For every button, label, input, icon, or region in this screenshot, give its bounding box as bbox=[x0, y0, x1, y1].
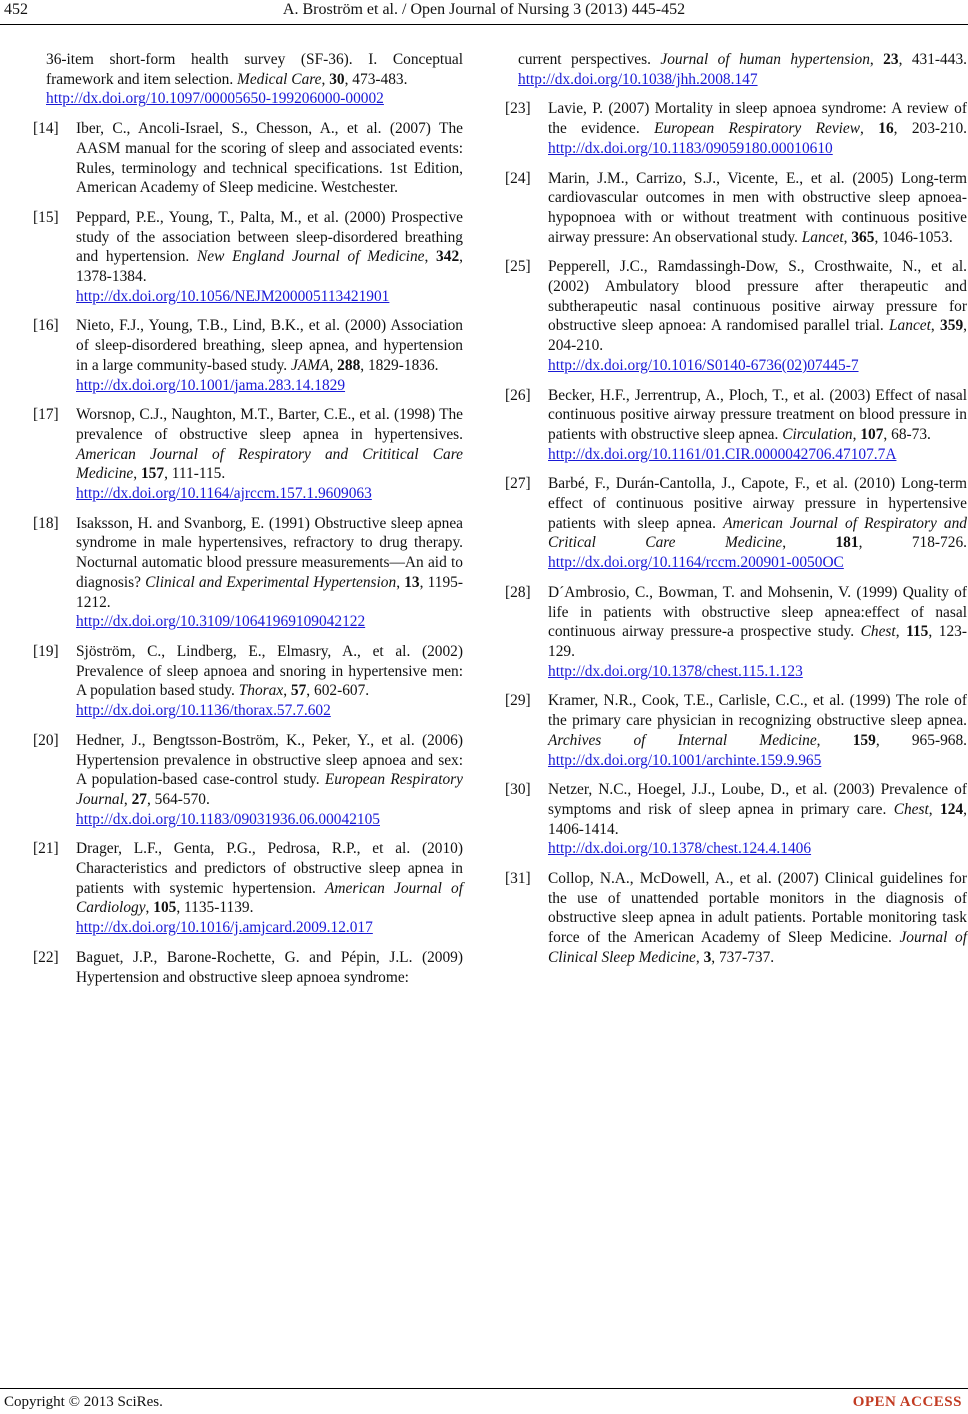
reference-entry bbox=[505, 257, 967, 375]
journal-title: European Respiratory Review bbox=[654, 120, 861, 138]
volume-number: 13 bbox=[404, 573, 420, 591]
reference-number: [15] bbox=[33, 208, 59, 226]
doi-link[interactable]: http://dx.doi.org/10.1097/00005650-199206000-00002 bbox=[46, 90, 384, 108]
separator: , bbox=[852, 425, 861, 443]
page-range: , 1406-1414. bbox=[548, 800, 967, 838]
reference-number: [27] bbox=[505, 475, 531, 493]
page-footer bbox=[0, 1386, 968, 1410]
reference-text: Hedner, J., Bengtsson-Boström, K., Peker, Y., et al. (2006) Hypertension prevalence in obstructive sleep apnoea and sex: A population-based case-control study. bbox=[76, 731, 463, 789]
reference-text: Peppard, P.E., Young, T., Palta, M., et al. (2000) Prospective study of the association between sleep-disordered breathing and hypertension. bbox=[76, 208, 463, 266]
reference-number: [17] bbox=[33, 406, 59, 424]
reference-text: Netzer, N.C., Hoegel, J.J., Loube, D., et al. (2003) Prevalence of symptoms and risk of sleep apnea in primary care. bbox=[548, 781, 967, 818]
doi-link[interactable]: http://dx.doi.org/10.1001/archinte.159.9.965 bbox=[548, 751, 822, 769]
reference-entry bbox=[505, 474, 967, 573]
reference-entry bbox=[505, 691, 967, 770]
separator: , bbox=[145, 899, 154, 917]
journal-title: American Journal of Respiratory and Critical Care Medicine bbox=[548, 514, 967, 552]
journal-title: Lancet bbox=[801, 228, 844, 246]
doi-link[interactable]: http://dx.doi.org/10.1164/rccm.200901-0050OC bbox=[548, 554, 844, 572]
doi-link[interactable]: http://dx.doi.org/10.1001/jama.283.14.1829 bbox=[76, 376, 346, 394]
doi-link[interactable]: http://dx.doi.org/10.1378/chest.115.1.123 bbox=[548, 662, 803, 680]
reference-text: Kramer, N.R., Cook, T.E., Carlisle, C.C., et al. (1999) The role of the primary care physician in recognizing obstructive sleep apnea. bbox=[548, 692, 967, 730]
reference-text: Pepperell, J.C., Ramdassingh-Dow, S., Crosthwaite, N., et al. (2002) Ambulatory blood pressure after therapeutic and subtherapeutic nasal continuous positive airway pressure for obstructive sleep apnoea: A randomised parallel trial. bbox=[548, 258, 967, 335]
separator: , bbox=[869, 51, 884, 68]
reference-entry bbox=[33, 208, 463, 307]
journal-title: Medical Care bbox=[237, 70, 322, 88]
reference-text: 36-item short-form health survey (SF-36). I. Conceptual framework and item selection. bbox=[46, 51, 463, 88]
reference-entry bbox=[33, 405, 463, 504]
separator: , bbox=[321, 70, 330, 88]
volume-number: 105 bbox=[153, 899, 177, 917]
open-access-label: OPEN ACCESS bbox=[852, 1394, 962, 1410]
reference-text: Lavie, P. (2007) Mortality in sleep apnoea syndrome: A review of the evidence. bbox=[548, 100, 967, 138]
journal-title: Chest bbox=[893, 800, 929, 818]
reference-number: [19] bbox=[33, 642, 59, 660]
separator: , bbox=[424, 248, 437, 266]
reference-entry bbox=[505, 869, 967, 968]
page-range: , 203-210. bbox=[893, 120, 967, 138]
journal-title: Clinical and Experimental Hypertension bbox=[145, 573, 397, 591]
page-range: , 602-607. bbox=[306, 682, 370, 700]
journal-title: American Journal of Respiratory and Crititical Care Medicine bbox=[76, 445, 463, 483]
doi-link[interactable]: http://dx.doi.org/10.1183/09059180.00010610 bbox=[548, 139, 833, 157]
volume-number: 181 bbox=[835, 534, 859, 552]
page-range: , 737-737. bbox=[711, 948, 775, 966]
reference-number: [31] bbox=[505, 870, 531, 888]
page-range: , 111-115. bbox=[164, 465, 226, 483]
reference-number: [29] bbox=[505, 692, 531, 710]
page-range: , 718-726. bbox=[858, 534, 967, 552]
doi-link[interactable]: http://dx.doi.org/10.1136/thorax.57.7.602 bbox=[76, 702, 331, 720]
reference-text: Becker, H.F., Jerrentrup, A., Ploch, T., et al. (2003) Effect of nasal continuous positive airway pressure treatment on blood pressure in patients with obstructive sleep apnea. bbox=[548, 386, 967, 443]
reference-entry bbox=[33, 642, 463, 721]
page-range: , 1046-1053. bbox=[874, 228, 953, 246]
volume-number: 159 bbox=[852, 731, 876, 749]
volume-number: 288 bbox=[337, 356, 361, 374]
volume-number: 16 bbox=[878, 120, 894, 138]
reference-number: [24] bbox=[505, 169, 531, 187]
journal-title: Chest bbox=[860, 623, 896, 641]
reference-number: [14] bbox=[33, 120, 59, 138]
journal-title: Journal of human hypertension bbox=[660, 51, 870, 68]
reference-entry bbox=[33, 948, 463, 987]
reference-entry bbox=[33, 119, 463, 198]
left-column bbox=[33, 50, 463, 997]
journal-title: JAMA bbox=[291, 356, 330, 374]
journal-title: American Journal of Cardiology bbox=[76, 879, 463, 917]
right-column bbox=[505, 50, 967, 978]
separator: , bbox=[782, 534, 836, 552]
reference-number: [18] bbox=[33, 514, 59, 532]
reference-number: [30] bbox=[505, 781, 531, 799]
reference-number: [26] bbox=[505, 386, 531, 404]
copyright-notice: Copyright © 2013 SciRes. bbox=[4, 1394, 163, 1410]
reference-entry bbox=[33, 316, 463, 395]
doi-link[interactable]: http://dx.doi.org/10.1164/ajrccm.157.1.9609063 bbox=[76, 485, 372, 503]
reference-entry bbox=[505, 99, 967, 158]
journal-title: Journal of Clinical Sleep Medicine bbox=[548, 929, 967, 966]
journal-title: Circulation bbox=[782, 425, 853, 443]
reference-text: Worsnop, C.J., Naughton, M.T., Barter, C.E., et al. (1998) The prevalence of obstructive sleep apnea in hypertensives. bbox=[76, 406, 463, 443]
page-range: , 431-443. bbox=[898, 51, 967, 68]
volume-number: 27 bbox=[131, 790, 147, 808]
page-range: , 1195-1212. bbox=[76, 573, 463, 611]
doi-link[interactable]: http://dx.doi.org/10.1183/09031936.06.00042105 bbox=[76, 810, 380, 828]
reference-number: [22] bbox=[33, 948, 59, 966]
reference-text: Sjöström, C., Lindberg, E., Elmasry, A., et al. (2002) Prevalence of sleep apnoea and snoring in hypertensive men: A population based study. bbox=[76, 642, 463, 700]
separator: , bbox=[396, 573, 405, 591]
volume-number: 3 bbox=[703, 948, 712, 966]
separator: , bbox=[123, 790, 132, 808]
running-title: A. Broström et al. / Open Journal of Nursing 3 (2013) 445-452 bbox=[282, 1, 686, 18]
doi-link[interactable]: http://dx.doi.org/10.3109/10641969109042122 bbox=[76, 613, 366, 631]
reference-text: Isaksson, H. and Svanborg, E. (1991) Obstructive sleep apnea syndrome in male hypertensives, refractory to drug therapy. Nocturnal automatic blood pressure measurements—An aid to diagnosis? bbox=[76, 514, 463, 591]
doi-link[interactable]: http://dx.doi.org/10.1016/j.amjcard.2009.12.017 bbox=[76, 919, 373, 937]
header-rule bbox=[0, 24, 968, 25]
reference-entry bbox=[33, 839, 463, 938]
volume-number: 359 bbox=[940, 317, 964, 335]
reference-text: Drager, L.F., Genta, P.G., Pedrosa, R.P., et al. (2010) Characteristics and predictors of obstructive sleep apnea in patients with systemic hypertension. bbox=[76, 840, 463, 897]
separator: , bbox=[843, 228, 852, 246]
page-range: , 564-570. bbox=[146, 790, 210, 808]
reference-text: Collop, N.A., McDowell, A., et al. (2007) Clinical guidelines for the use of unattended portable monitors in the diagnosis of obstructive sleep apnea in adult patients. Portable monitoring task force of the American Academy of Sleep Medicine. bbox=[548, 870, 967, 947]
separator: , bbox=[895, 623, 907, 641]
reference-number: [16] bbox=[33, 317, 59, 335]
volume-number: 342 bbox=[436, 248, 460, 266]
page-range: , 123-129. bbox=[548, 623, 967, 660]
page-number: 452 bbox=[4, 1, 28, 18]
volume-number: 30 bbox=[329, 70, 345, 88]
page-range: , 68-73. bbox=[883, 425, 931, 443]
separator: , bbox=[329, 356, 338, 374]
reference-entry bbox=[505, 386, 967, 465]
volume-number: 365 bbox=[851, 228, 875, 246]
journal-title: Thorax bbox=[238, 682, 284, 700]
reference-entry bbox=[33, 50, 463, 109]
separator: , bbox=[860, 120, 879, 138]
page-range: , 1135-1139. bbox=[176, 899, 254, 917]
reference-entry bbox=[505, 780, 967, 859]
journal-title: Lancet bbox=[889, 317, 931, 335]
volume-number: 57 bbox=[290, 682, 307, 700]
reference-entry bbox=[505, 169, 967, 248]
separator: , bbox=[816, 731, 853, 749]
journal-title: Archives of Internal Medicine bbox=[548, 731, 817, 749]
doi-link[interactable]: http://dx.doi.org/10.1161/01.CIR.0000042706.47107.7A bbox=[548, 445, 897, 463]
page-range: , 473-483. bbox=[344, 70, 408, 88]
doi-link[interactable]: http://dx.doi.org/10.1016/S0140-6736(02)07445-7 bbox=[548, 356, 859, 374]
volume-number: 157 bbox=[140, 465, 165, 483]
journal-title: New England Journal of Medicine bbox=[197, 248, 425, 266]
reference-text: D´Ambrosio, C., Bowman, T. and Mohsenin, V. (1999) Quality of life in patients with obstructive sleep apnea:effect of nasal continuous airway pressure-a prospective study. bbox=[548, 583, 967, 641]
doi-link[interactable]: http://dx.doi.org/10.1378/chest.124.4.1406 bbox=[548, 840, 812, 858]
page-range: , 965-968. bbox=[875, 731, 967, 749]
page-range: , 204-210. bbox=[548, 317, 967, 355]
volume-number: 124 bbox=[940, 800, 964, 818]
page-range: , 1829-1836. bbox=[360, 356, 439, 374]
reference-number: [20] bbox=[33, 731, 59, 749]
separator: , bbox=[283, 682, 291, 700]
page-range: , 1378-1384. bbox=[76, 248, 463, 286]
reference-text: Baguet, J.P., Barone-Rochette, G. and Pépin, J.L. (2009) Hypertension and obstructive sleep apnoea syndrome: bbox=[76, 948, 463, 986]
reference-number: [28] bbox=[505, 583, 531, 601]
reference-entry bbox=[505, 50, 967, 89]
reference-number: [21] bbox=[33, 840, 59, 858]
reference-entry bbox=[33, 514, 463, 632]
journal-title: European Respiratory Journal bbox=[76, 771, 463, 808]
reference-number: [25] bbox=[505, 258, 531, 276]
reference-text: Iber, C., Ancoli-Israel, S., Chesson, A., et al. (2007) The AASM manual for the scoring of sleep and associated events: Rules, terminology and technical specifications. 1st Edition, American Academy of Sleep medicine. Westchester. bbox=[76, 120, 463, 197]
separator: , bbox=[930, 317, 941, 335]
doi-link[interactable]: http://dx.doi.org/10.1056/NEJM200005113421901 bbox=[76, 287, 390, 305]
reference-text: current perspectives. bbox=[518, 51, 661, 68]
separator: , bbox=[133, 465, 141, 483]
page-header bbox=[0, 0, 968, 24]
reference-entry bbox=[505, 583, 967, 682]
reference-entry bbox=[33, 731, 463, 830]
volume-number: 23 bbox=[883, 51, 899, 68]
reference-text: Barbé, F., Durán-Cantolla, J., Capote, F., et al. (2010) Long-term effect of continuous positive airway pressure in hypertensive patients with sleep apnea. bbox=[548, 475, 967, 532]
separator: , bbox=[695, 948, 704, 966]
volume-number: 107 bbox=[860, 425, 884, 443]
doi-link[interactable]: http://dx.doi.org/10.1038/jhh.2008.147 bbox=[518, 70, 758, 88]
reference-text: Nieto, F.J., Young, T.B., Lind, B.K., et al. (2000) Association of sleep-disordered breathing, sleep apnea, and hypertension in a large community-based study. bbox=[76, 317, 463, 374]
separator: , bbox=[928, 800, 941, 818]
footer-rule bbox=[0, 1388, 968, 1389]
reference-text: Marin, J.M., Carrizo, S.J., Vicente, E., et al. (2005) Long-term cardiovascular outcomes in men with obstructive sleep apnoea-hypopnoea with or without treatment with continuous positive airway pressure: An observational study. bbox=[548, 169, 967, 246]
volume-number: 115 bbox=[906, 623, 929, 641]
reference-number: [23] bbox=[505, 100, 531, 118]
